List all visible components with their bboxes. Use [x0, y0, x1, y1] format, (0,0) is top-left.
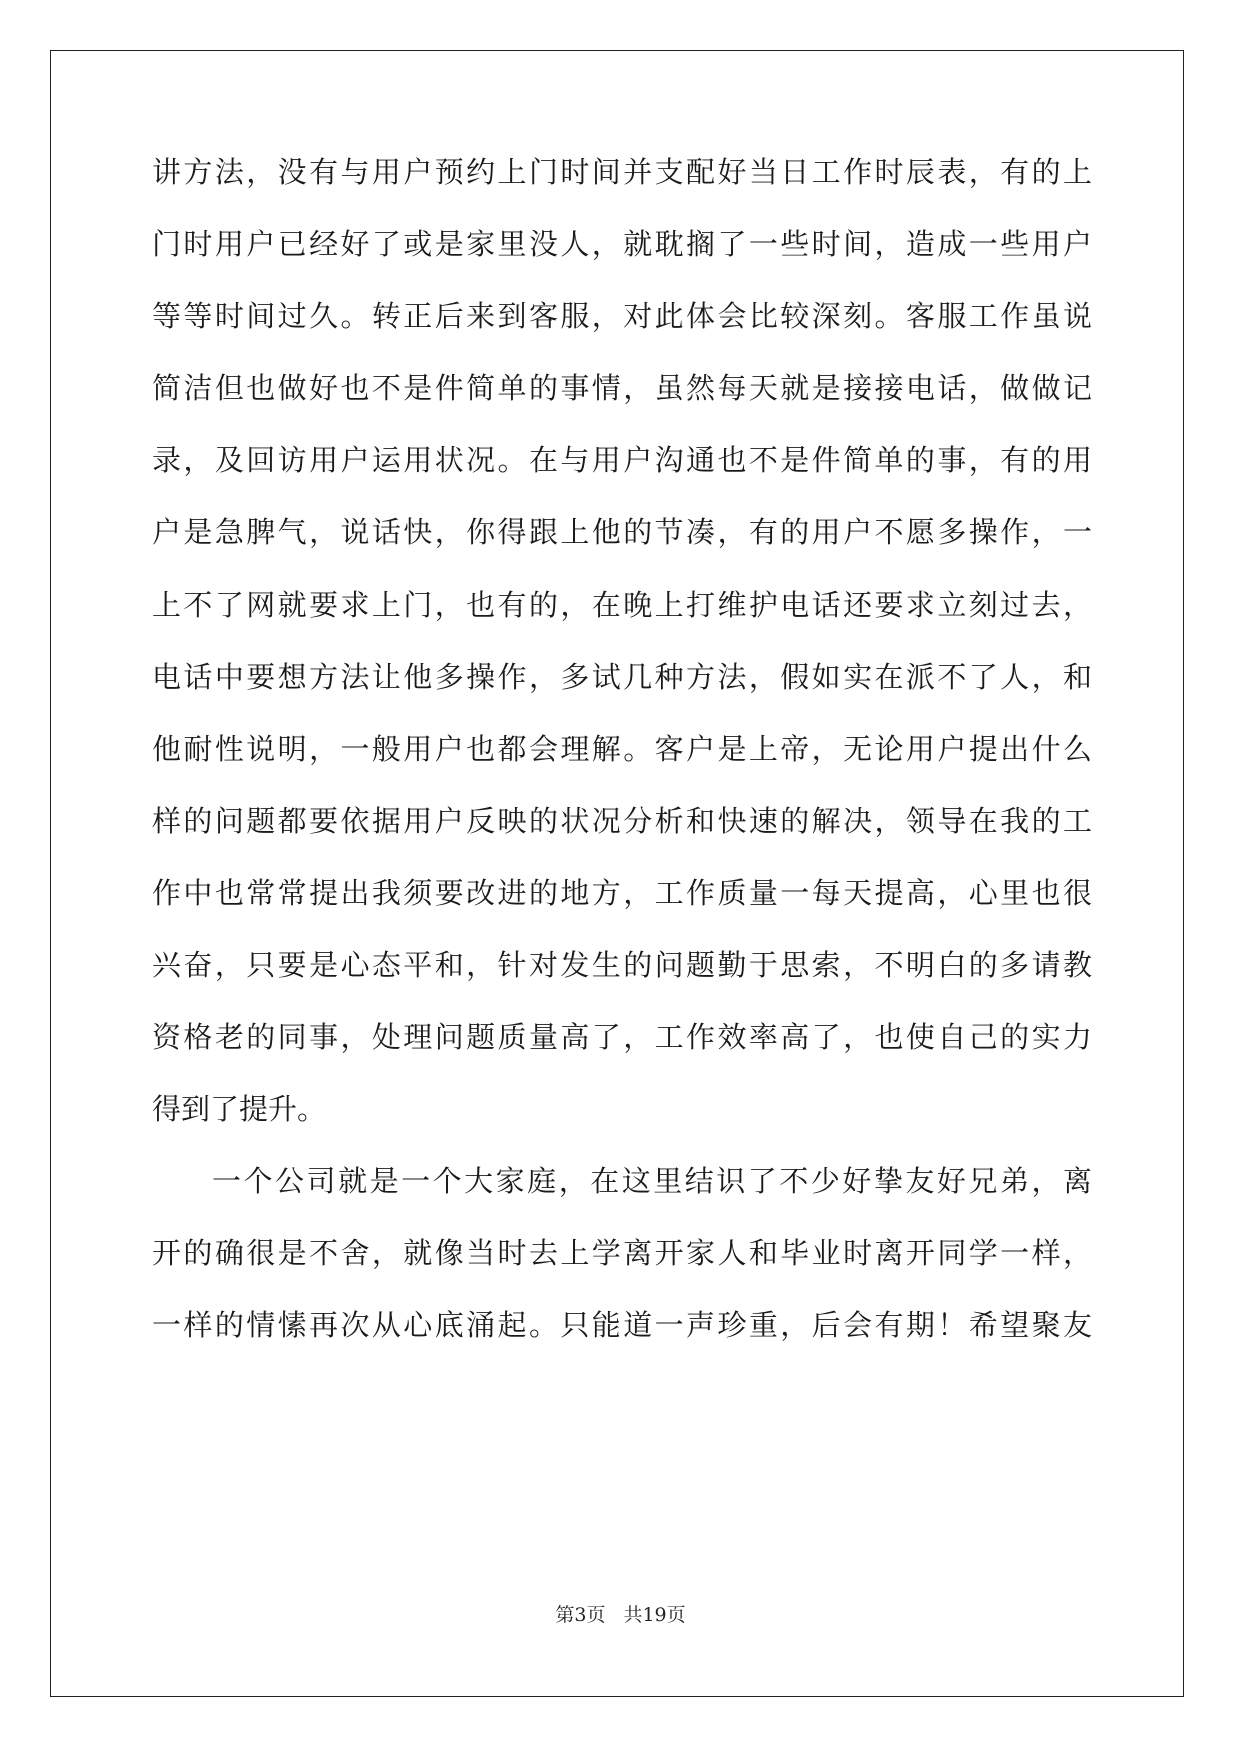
text-line: 录，及回访用户运用状况。在与用户沟通也不是件简单的事，有的用	[152, 443, 1092, 477]
text-line: 得到了提升。	[152, 1092, 327, 1126]
page-footer	[0, 1603, 1241, 1627]
text-line: 样的问题都要依据用户反映的状况分析和快速的解决，领导在我的工	[152, 804, 1092, 838]
text-line: 电话中要想方法让他多操作，多试几种方法，假如实在派不了人，和	[152, 660, 1092, 694]
text-line: 兴奋，只要是心态平和，针对发生的问题勤于思索，不明白的多请教	[152, 948, 1092, 982]
page-number: 第3页	[555, 1604, 606, 1626]
text-line: 作中也常常提出我须要改进的地方，工作质量一每天提高，心里也很	[152, 876, 1092, 910]
text-line: 开的确很是不舍，就像当时去上学离开家人和毕业时离开同学一样，	[152, 1236, 1092, 1270]
text-line: 门时用户已经好了或是家里没人，就耽搁了一些时间，造成一些用户	[152, 227, 1092, 261]
text-line: 资格老的同事，处理问题质量高了，工作效率高了，也使自己的实力	[152, 1020, 1092, 1054]
text-line: 一样的情愫再次从心底涌起。只能道一声珍重，后会有期！希望聚友	[152, 1308, 1092, 1342]
text-line: 他耐性说明，一般用户也都会理解。客户是上帝，无论用户提出什么	[152, 732, 1092, 766]
text-line: 等等时间过久。转正后来到客服，对此体会比较深刻。客服工作虽说	[152, 299, 1092, 333]
text-line: 户是急脾气，说话快，你得跟上他的节凑，有的用户不愿多操作，一	[152, 515, 1092, 549]
text-line: 上不了网就要求上门，也有的，在晚上打维护电话还要求立刻过去，	[152, 588, 1092, 622]
paragraph-first-line: 一个公司就是一个大家庭，在这里结识了不少好挚友好兄弟，离	[212, 1164, 1092, 1198]
text-line: 讲方法，没有与用户预约上门时间并支配好当日工作时辰表，有的上	[152, 155, 1092, 189]
page-total: 共19页	[623, 1604, 686, 1626]
text-line: 简洁但也做好也不是件简单的事情，虽然每天就是接接电话，做做记	[152, 371, 1092, 405]
